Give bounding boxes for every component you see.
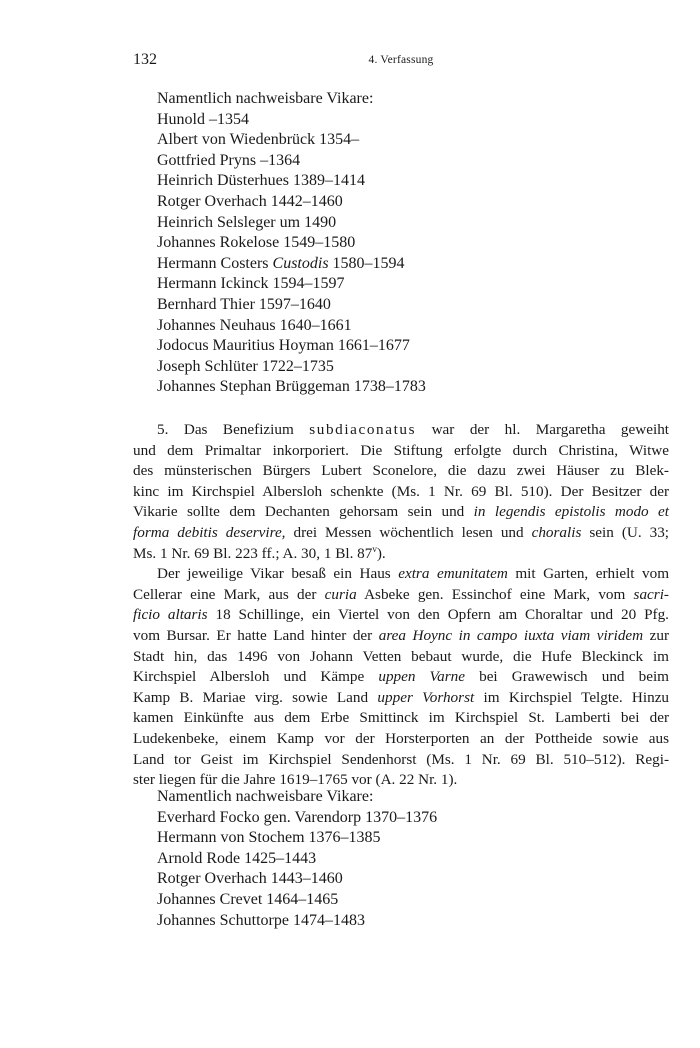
- page-header: [133, 51, 669, 73]
- vicar-list-first: [157, 89, 426, 398]
- paragraph-subdiaconatus: [133, 420, 669, 564]
- list-item: Heinrich Selsleger um 1490: [157, 213, 337, 231]
- text-line: ficio altaris 18 Schillinge, ein Viertel von den Opfern am Choraltar und 20 Pfg.: [133, 606, 669, 624]
- list-item: Heinrich Düsterhues 1389–1414: [157, 172, 365, 190]
- paragraph-income: [133, 564, 669, 791]
- list-item: Johannes Schuttorpe 1474–1483: [157, 911, 365, 929]
- list-item: Rotger Overhach 1443–1460: [157, 870, 343, 888]
- text-line: Stadt hin, das 1496 von Johann Vetten bebaut wurde, die Hufe Bleckinck im: [133, 647, 669, 665]
- spaced-term: subdiaconatus: [309, 421, 417, 438]
- list-heading: Namentlich nachweisbare Vikare:: [157, 90, 374, 107]
- list-item: Gottfried Pryns –1364: [157, 151, 301, 169]
- text-line: ster liegen für die Jahre 1619–1765 vor (A. 22 Nr. 1).: [133, 771, 458, 789]
- list-item: Rotger Overhach 1442–1460: [157, 192, 343, 210]
- text-line: vom Bursar. Er hatte Land hinter der area Hoync in campo iuxta viam viridem zur: [133, 626, 670, 644]
- list-item: Hermann von Stochem 1376–1385: [157, 829, 381, 847]
- list-heading: Namentlich nachweisbare Vikare:: [157, 788, 374, 805]
- running-title: 4. Verfassung: [368, 54, 434, 66]
- text-line: forma debitis deservire, drei Messen wöchentlich lesen und choralis sein (U. 33;: [133, 523, 670, 541]
- list-item: Johannes Rokelose 1549–1580: [157, 234, 356, 252]
- list-item: Jodocus Mauritius Hoyman 1661–1677: [157, 337, 410, 355]
- list-item: Hunold –1354: [157, 110, 249, 128]
- list-item: Albert von Wiedenbrück 1354–: [157, 131, 360, 149]
- text-line: 5. Das Benefizium subdiaconatus war der hl. Margaretha geweiht: [157, 421, 670, 438]
- list-item: Joseph Schlüter 1722–1735: [157, 357, 334, 375]
- text-line: Kirchspiel Albersloh und Kämpe uppen Varne bei Grawewisch und beim: [133, 668, 669, 686]
- list-item: Arnold Rode 1425–1443: [157, 849, 317, 867]
- list-item: [157, 254, 426, 275]
- text-line: kinc im Kirchspiel Albersloh schenkte (Ms. 1 Nr. 69 Bl. 510). Der Besitzer der: [133, 482, 669, 500]
- page-number: 132: [133, 51, 157, 68]
- text-line: Ludekenbeke, einem Kamp vor der Horsterporten an der Pottheide sowie aus: [133, 729, 669, 747]
- list-item: Johannes Stephan Brüggeman 1738–1783: [157, 378, 426, 396]
- list-item-name: Hermann Costers: [157, 254, 269, 272]
- text-line: Land tor Geist im Kirchspiel Sendenhorst (Ms. 1 Nr. 69 Bl. 510–512). Regi-: [133, 750, 669, 768]
- text-line: des münsterischen Bürgers Lubert Sconelore, die dazu zwei Häuser zu Blek-: [133, 462, 669, 480]
- list-item: Johannes Crevet 1464–1465: [157, 890, 339, 908]
- text-line: und dem Primaltar inkorporiert. Die Stiftung erfolgte durch Christina, Witwe: [133, 441, 669, 459]
- list-item: Hermann Ickinck 1594–1597: [157, 275, 345, 293]
- text-line: Ms. 1 Nr. 69 Bl. 223 ff.; A. 30, 1 Bl. 87$^v$).: [133, 543, 386, 562]
- text-line: kamen Einkünfte aus dem Erbe Smittinck im Kirchspiel St. Lamberti bei der: [133, 709, 669, 727]
- vicar-list-second: [157, 787, 437, 931]
- list-item-years: 1580–1594: [332, 254, 405, 272]
- list-item-latin: Custodis: [272, 254, 329, 272]
- text-line: Kamp B. Mariae virg. sowie Land upper Vorhorst im Kirchspiel Telgte. Hinzu: [133, 688, 670, 706]
- list-item: Everhard Focko gen. Varendorp 1370–1376: [157, 808, 438, 826]
- list-item: Johannes Neuhaus 1640–1661: [157, 316, 352, 334]
- body-text: [133, 420, 669, 791]
- text-line: Der jeweilige Vikar besaß ein Haus extra emunitatem mit Garten, erhielt vom: [157, 565, 670, 583]
- text-line: Vikarie sollte dem Dechanten gehorsam sein und in legendis epistolis modo et: [133, 503, 670, 521]
- list-item: Bernhard Thier 1597–1640: [157, 295, 331, 313]
- text-line: Cellerar eine Mark, aus der curia Asbeke gen. Essinchof eine Mark, vom sacri-: [133, 585, 669, 603]
